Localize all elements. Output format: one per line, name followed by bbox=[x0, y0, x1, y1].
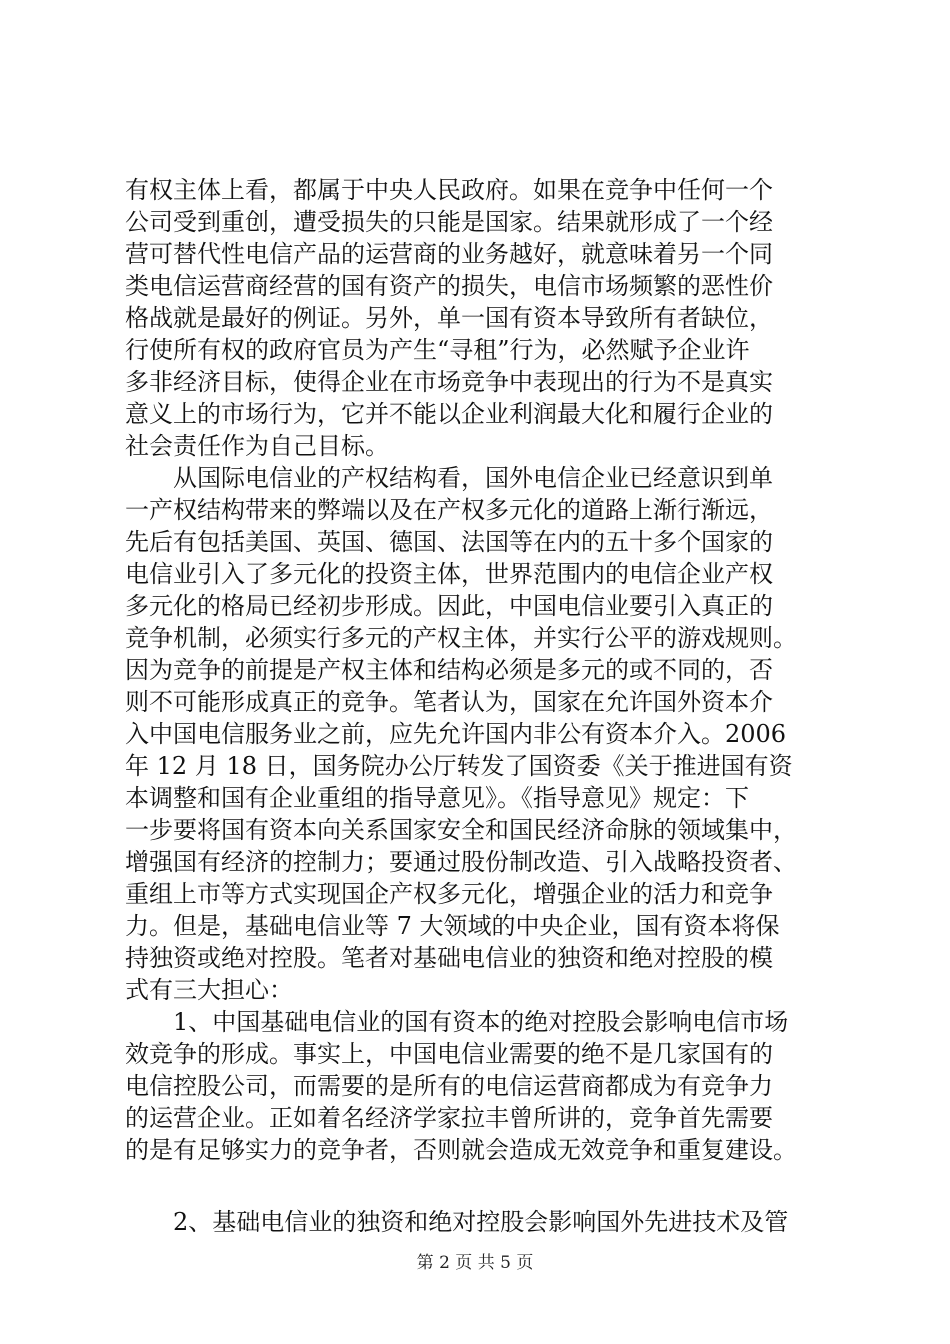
text-line: 意义上的市场行为，它并不能以企业利润最大化和履行企业的 bbox=[125, 400, 773, 428]
text-line: 因为竞争的前提是产权主体和结构必须是多元的或不同的，否 bbox=[125, 656, 773, 684]
text-line: 社会责任作为自己目标。 bbox=[125, 432, 389, 460]
text-line: 一产权结构带来的弊端以及在产权多元化的道路上渐行渐远， bbox=[125, 496, 773, 524]
text-line: 格战就是最好的例证。另外，单一国有资本导致所有者缺位， bbox=[125, 304, 773, 332]
text-line: 行使所有权的政府官员为产生“寻租”行为，必然赋予企业许 bbox=[125, 336, 750, 364]
text-line: 竞争机制，必须实行多元的产权主体，并实行公平的游戏规则。 bbox=[125, 624, 797, 652]
text-line: 力。但是，基础电信业等 7 大领域的中央企业，国有资本将保 bbox=[125, 912, 780, 940]
text-line: 一步要将国有资本向关系国家安全和国民经济命脉的领域集中， bbox=[125, 816, 797, 844]
document-body bbox=[125, 174, 845, 1238]
paragraph bbox=[125, 1006, 845, 1166]
text-line: 则不可能形成真正的竞争。笔者认为，国家在允许国外资本介 bbox=[125, 688, 773, 716]
text-line: 电信控股公司，而需要的是所有的电信运营商都成为有竞争力 bbox=[125, 1072, 773, 1100]
text-line: 有权主体上看，都属于中央人民政府。如果在竞争中任何一个 bbox=[125, 176, 773, 204]
text-line: 1、中国基础电信业的国有资本的绝对控股会影响电信市场 bbox=[173, 1008, 789, 1036]
text-line: 多非经济目标，使得企业在市场竞争中表现出的行为不是真实 bbox=[125, 368, 773, 396]
text-line: 重组上市等方式实现国企产权多元化，增强企业的活力和竞争 bbox=[125, 880, 773, 908]
text-line: 的是有足够实力的竞争者，否则就会造成无效竞争和重复建设。 bbox=[125, 1136, 797, 1164]
text-line: 从国际电信业的产权结构看，国外电信企业已经意识到单 bbox=[173, 464, 773, 492]
text-line: 电信业引入了多元化的投资主体，世界范围内的电信企业产权 bbox=[125, 560, 773, 588]
text-line: 2、基础电信业的独资和绝对控股会影响国外先进技术及管 bbox=[173, 1208, 789, 1236]
text-line: 持独资或绝对控股。笔者对基础电信业的独资和绝对控股的模 bbox=[125, 944, 773, 972]
text-line: 类电信运营商经营的国有资产的损失，电信市场频繁的恶性价 bbox=[125, 272, 773, 300]
text-line: 本调整和国有企业重组的指导意见》。《指导意见》规定：下 bbox=[125, 784, 749, 812]
text-line: 先后有包括美国、英国、德国、法国等在内的五十多个国家的 bbox=[125, 528, 773, 556]
text-line: 多元化的格局已经初步形成。因此，中国电信业要引入真正的 bbox=[125, 592, 773, 620]
text-line: 增强国有经济的控制力；要通过股份制改造、引入战略投资者、 bbox=[125, 848, 797, 876]
text-line: 公司受到重创，遭受损失的只能是国家。结果就形成了一个经 bbox=[125, 208, 773, 236]
paragraph bbox=[125, 174, 845, 462]
paragraph bbox=[125, 462, 845, 1006]
paragraph bbox=[125, 1206, 845, 1238]
paragraph-spacer bbox=[125, 1166, 845, 1206]
text-line: 式有三大担心： bbox=[125, 976, 293, 1004]
text-line: 年 12 月 18 日，国务院办公厅转发了国资委《关于推进国有资 bbox=[125, 752, 793, 780]
text-line: 营可替代性电信产品的运营商的业务越好，就意味着另一个同 bbox=[125, 240, 773, 268]
text-line: 入中国电信服务业之前，应先允许国内非公有资本介入。2006 bbox=[125, 720, 787, 748]
text-line: 的运营企业。正如着名经济学家拉丰曾所讲的，竞争首先需要 bbox=[125, 1104, 773, 1132]
page-footer: 第 2 页 共 5 页 bbox=[416, 1253, 534, 1273]
text-line: 效竞争的形成。事实上，中国电信业需要的绝不是几家国有的 bbox=[125, 1040, 773, 1068]
